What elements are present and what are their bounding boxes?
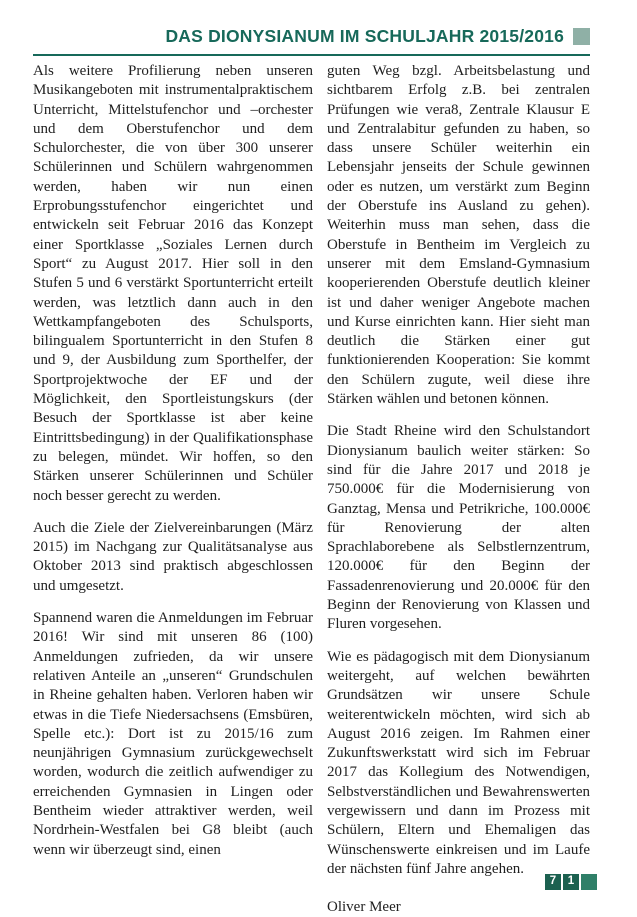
page-footer bbox=[545, 874, 597, 890]
header-row bbox=[33, 26, 590, 56]
page-number-digit: 1 bbox=[563, 874, 579, 890]
left-column bbox=[33, 62, 313, 917]
right-column bbox=[327, 62, 590, 917]
page-number-digit: 7 bbox=[545, 874, 561, 890]
paragraph: Spannend waren die Anmeldungen im Februar 2016! Wir sind mit unseren 86 (100) Anmeldungen zufrieden, da wir unsere relativen Anteile an „unseren“ Grundschulen in Rheine gehalten haben. Verloren haben wir etwas in die Tiefe Niedersachsens (Emsbüren, Spelle etc.): Dort ist zu 2015/16 zum neunjährigen Gymnasium zurückgewechselt worden, wodurch die zeitlich aufwendiger zu erreichenden Gymnasien in Lingen oder Bentheim wieder attraktiver werden, weil Nordrhein-Westfalen bei G8 bleibt (auch wenn wir überzeugt sind, einen bbox=[33, 610, 313, 858]
paragraph: Auch die Ziele der Zielvereinbarungen (März 2015) im Nachgang zur Qualitätsanalyse aus Oktober 2013 sind praktisch abgeschlossen und umgesetzt. bbox=[33, 519, 313, 594]
page-header bbox=[33, 26, 590, 56]
paragraph: guten Weg bzgl. Arbeitsbelastung und sichtbarem Erfolg z.B. bei zentralen Prüfungen wie vera8, Zentrale Klausur E und Zentralabitur gefunden zu haben, so dass unsere Schüler weiterhin ein Lebensjahr jenseits der Schule gewinnen oder es nutzen, um verstärkt zum Beginn der Oberstufe ins Ausland zu gehen). Weiterhin muss man sehen, dass die Oberstufe in Bentheim im Vergleich zu unserer mit dem Emsland-Gymnasium kooperierenden Oberstufe deutlich kleiner ist und daher weniger Angebote machen und Kurse einrichten kann. Hier sieht man deutlich die Stärken einer gut funktionierenden Kooperation: Sie kommt den Schülern zugute, weil diese ihre Stärken wählen und betonen können. bbox=[327, 63, 590, 408]
paragraph: Wie es pädagogisch mit dem Dionysianum weitergeht, auf welchen bewährten Grundsätzen wir unsere Schule weiterentwickeln möchten, wird sich ab August 2016 zeigen. Im Rahmen einer Zukunftswerkstatt wird sich im Februar 2017 das Kollegium des Notwendigen, Selbstverständlichen und Bewahrenswerten vergewissern und dann im Prozess mit Schülern, Eltern und Ehemaligen das Wünschenswerte einkreisen und im Laufe der nächsten fünf Jahre angehen. bbox=[327, 648, 590, 877]
article-body bbox=[33, 62, 590, 917]
paragraph: Die Stadt Rheine wird den Schulstandort Dionysianum baulich weiter stärken: So sind für die Jahre 2017 und 2018 je 750.000€ für die Modernisierung von Ganztag, Mensa und Petrikriche, 100.000€ für Renovierung der alten Sprachlaborebene als Selbstlernzentrum, 120.000€ für den Beginn der Fassadenrenovierung und 20.000€ für den Beginn der Renovierung von Klassen und Fluren vorgesehen. bbox=[327, 423, 590, 633]
page-title: DAS DIONYSIANUM IM SCHULJAHR 2015/2016 bbox=[165, 26, 564, 46]
header-marker-square bbox=[573, 28, 590, 45]
paragraph: Als weitere Profilierung neben unseren Musikangeboten mit instrumentalpraktischem Unterricht, Mittelstufenchor und –orchester und dem Oberstufenchor und dem Schulorchester, die von über 300 unserer Schülerinnen und Schülern wahrgenommen werden, haben wir nun einen Erprobungsstufenchor eingerichtet und entwickeln seit Februar 2016 das Konzept einer Sportklasse „Soziales Lernen durch Sport“ zu August 2017. Hier soll in den Stufen 5 und 6 verstärkt Sportunterricht erteilt werden, was letztlich dann auch in den Wettkampfangeboten des Schulsports, bilingualem Sportunterricht in den Stufen 8 und 9, der Ausbildung zum Sporthelfer, der Sportprojektwoche der EF und der Möglichkeit, den Sportleistungskurs (der Besuch der Sportklasse ist aber keine Eintrittsbedingung) in der Qualifikationsphase zu belegen, mündet. Wir hoffen, so den Stärken unserer Schülerinnen und Schüler noch besser gerecht zu werden. bbox=[33, 63, 313, 504]
footer-accent-square bbox=[581, 874, 597, 890]
author-signature: Oliver Meer bbox=[327, 899, 401, 916]
